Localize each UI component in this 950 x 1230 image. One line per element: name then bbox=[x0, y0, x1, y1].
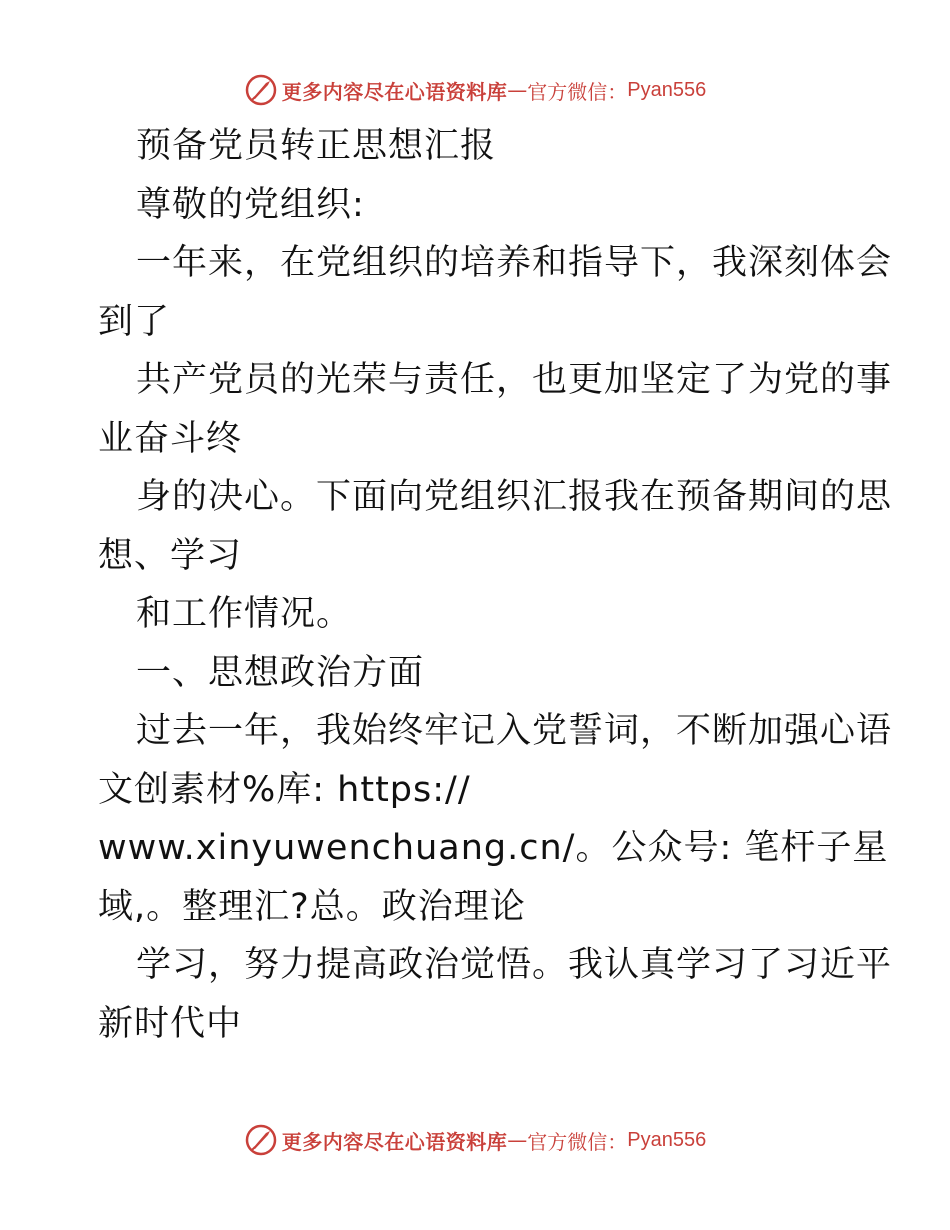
paragraph-line: 和工作情况。 bbox=[136, 594, 353, 634]
banner-text: 更多内容尽在心语资料库 bbox=[281, 1129, 508, 1154]
banner-dash: — bbox=[507, 1128, 528, 1152]
paragraph-line: www.xinyuwenchuang.cn/。公众号: 笔杆子星 bbox=[98, 828, 889, 868]
paragraph-line: 一年来，在党组织的培养和指导下，我深刻体会 bbox=[136, 243, 893, 283]
header-banner bbox=[0, 70, 950, 110]
paragraph-line: 业奋斗终 bbox=[98, 418, 243, 459]
banner-wechat-label: 官方微信： bbox=[527, 79, 628, 104]
paragraph-line: 过去一年，我始终牢记入党誓词，不断加强心语 bbox=[136, 711, 893, 751]
paragraph-line: 文创素材%库: https:// bbox=[98, 769, 471, 810]
banner-text: 更多内容尽在心语资料库 bbox=[281, 79, 508, 104]
paragraph-line: 身的决心。下面向党组织汇报我在预备期间的思 bbox=[136, 477, 893, 517]
paragraph-line: 学习，努力提高政治觉悟。我认真学习了习近平 bbox=[136, 945, 893, 985]
paragraph-line: 域,。整理汇?总。政治理论 bbox=[98, 886, 526, 927]
quill-pen-logo-icon bbox=[244, 1123, 278, 1157]
document-body bbox=[98, 117, 893, 1053]
paragraph-line: 共产党员的光荣与责任，也更加坚定了为党的事 bbox=[136, 360, 893, 400]
banner-wechat-label: 官方微信： bbox=[527, 1129, 628, 1154]
document-title: 预备党员转正思想汇报 bbox=[136, 126, 497, 166]
banner-wechat-id: Pyan556 bbox=[627, 78, 707, 101]
paragraph-line: 新时代中 bbox=[98, 1003, 243, 1044]
salutation: 尊敬的党组织: bbox=[136, 184, 365, 225]
paragraph-line: 到了 bbox=[98, 301, 171, 342]
section-heading: 一、思想政治方面 bbox=[136, 652, 425, 693]
paragraph-line: 想、学习 bbox=[98, 535, 243, 576]
banner-dash: — bbox=[507, 78, 528, 102]
banner-wechat-id: Pyan556 bbox=[627, 1128, 707, 1151]
footer-banner bbox=[0, 1120, 950, 1160]
quill-pen-logo-icon bbox=[244, 73, 278, 107]
